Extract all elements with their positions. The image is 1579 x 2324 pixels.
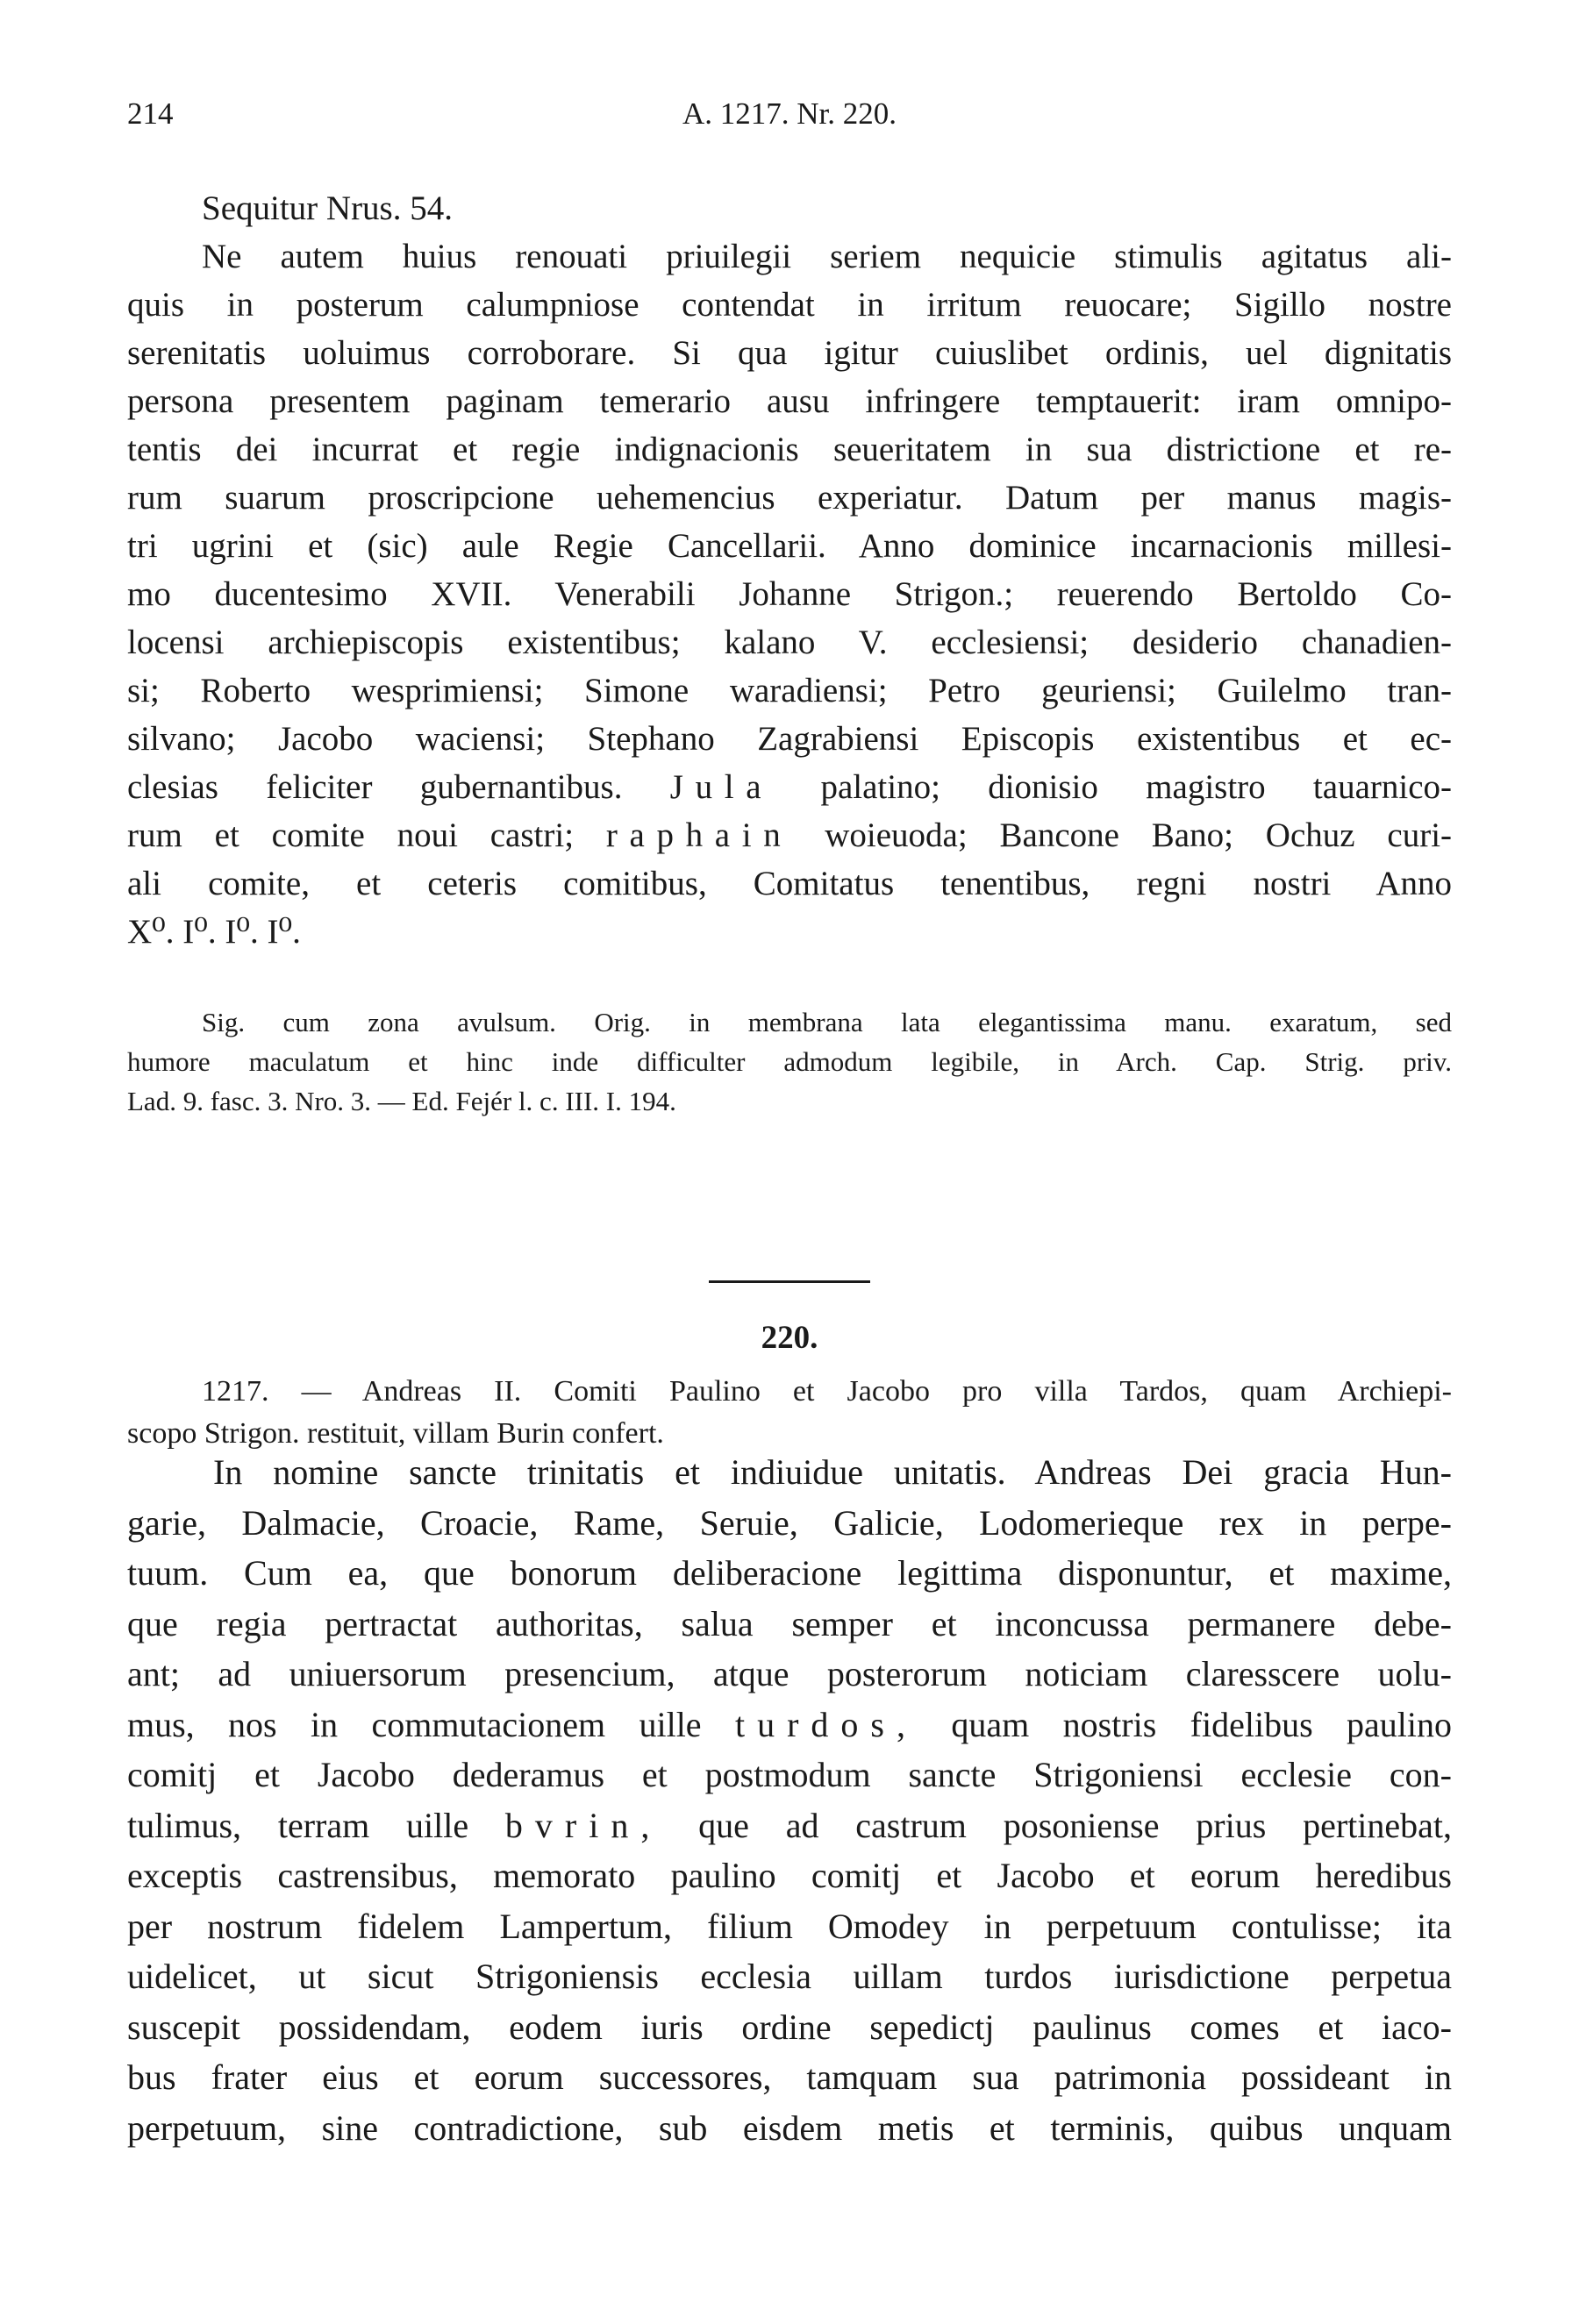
spaced-name: turdos,: [734, 1704, 918, 1744]
text-line: Ne autem huius renouati priuilegii seriem nequicie stimulis agitatus ali-: [202, 238, 1452, 275]
charter-219-closing-text: [127, 232, 1452, 956]
text-line: mo ducentesimo XVII. Venerabili Johanne Strigon.; reuerendo Bertoldo Co-: [127, 575, 1452, 613]
text-segment: mus, nos in commutacionem uille: [127, 1704, 702, 1744]
note-line: humore maculatum et hinc inde difficulter admodum legibile, in Arch. Cap. Strig. priv.: [127, 1046, 1452, 1077]
sequitur-line: Sequitur Nrus. 54.: [202, 189, 453, 227]
charter-number: 220.: [761, 1320, 818, 1356]
text-line: uidelicet, ut sicut Strigoniensis ecclesia uillam turdos iurisdictione perpetua: [127, 1957, 1452, 1996]
text-line: [127, 763, 1452, 811]
text-line: comitj et Jacobo dederamus et postmodum sancte Strigoniensi ecclesie con-: [127, 1755, 1452, 1794]
text-line: serenitatis uoluimus corroborare. Si qua igitur cuiuslibet ordinis, uel dignitatis: [127, 334, 1452, 372]
text-line: [127, 811, 1452, 859]
text-line: ant; ad uniuersorum presencium, atque posterorum noticiam claresscere uolu-: [127, 1654, 1452, 1693]
text-line: tuum. Cum ea, que bonorum deliberacione legittima disponuntur, et maxime,: [127, 1553, 1452, 1593]
text-line: In nomine sancte trinitatis et indiuidue unitatis. Andreas Dei gracia Hun-: [213, 1452, 1452, 1492]
text-line: suscepit possidendam, eodem iuris ordine sepedictj paulinus comes et iaco-: [127, 2007, 1452, 2047]
text-line: locensi archiepiscopis existentibus; kalano V. ecclesiensi; desiderio chanadien-: [127, 624, 1452, 661]
charter-regest: [127, 1371, 1452, 1455]
text-line: que regia pertractat authoritas, salua semper et inconcussa permanere debe-: [127, 1603, 1452, 1643]
note-line: Lad. 9. fasc. 3. Nro. 3. — Ed. Fejér l. c. III. I. 194.: [127, 1086, 676, 1116]
text-line: si; Roberto wesprimiensi; Simone waradiensi; Petro geuriensi; Guilelmo tran-: [127, 672, 1452, 709]
text-line: X⁰. I⁰. I⁰. I⁰.: [127, 913, 301, 951]
text-segment: que ad castrum posoniense prius pertinebat,: [698, 1805, 1453, 1845]
regest-line: scopo Strigon. restituit, villam Burin confert.: [127, 1417, 664, 1450]
text-segment: quam nostris fidelibus paulino: [951, 1704, 1453, 1744]
section-divider: [709, 1280, 870, 1283]
page-number: 214: [127, 96, 174, 131]
spaced-name: Jula: [669, 768, 774, 806]
text-line: tentis dei incurrat et regie indignacionis seueritatem in sua districtione et re-: [127, 431, 1452, 468]
text-line: tri ugrini et (sic) aule Regie Cancellarii. Anno dominice incarnacionis millesi-: [127, 527, 1452, 565]
text-segment: clesias feliciter gubernantibus.: [127, 768, 623, 806]
regest-line: 1217. — Andreas II. Comiti Paulino et Jacobo pro villa Tardos, quam Archiepi-: [202, 1375, 1452, 1408]
text-segment: rum et comite noui castri;: [127, 816, 575, 854]
editorial-note: [127, 1002, 1452, 1121]
text-line: [127, 1700, 1452, 1750]
text-line: exceptis castrensibus, memorato paulino comitj et Jacobo et eorum heredibus: [127, 1856, 1452, 1895]
text-line: bus frater eius et eorum successores, tamquam sua patrimonia possideant in: [127, 2057, 1452, 2097]
text-segment: woieuoda; Bancone Bano; Ochuz curi-: [825, 816, 1453, 854]
text-line: persona presentem paginam temerario ausu infringere temptauerit: iram omnipo-: [127, 382, 1452, 420]
text-line: garie, Dalmacie, Croacie, Rame, Seruie, Galicie, Lodomerieque rex in perpe-: [127, 1502, 1452, 1543]
text-segment: tulimus, terram uille: [127, 1805, 469, 1845]
note-line: Sig. cum zona avulsum. Orig. in membrana lata elegantissima manu. exaratum, sed: [202, 1007, 1452, 1037]
text-line: per nostrum fidelem Lampertum, filium Omodey in perpetuum contulisse; ita: [127, 1906, 1452, 1946]
text-segment: palatino; dionisio magistro tauarnico-: [820, 768, 1453, 806]
running-header: [127, 96, 1452, 140]
text-line: silvano; Jacobo waciensi; Stephano Zagrabiensi Episcopis existentibus et ec-: [127, 720, 1452, 758]
text-line: ali comite, et ceteris comitibus, Comitatus tenentibus, regni nostri Anno: [127, 865, 1452, 902]
spaced-name: raphain: [605, 816, 793, 854]
text-line: perpetuum, sine contradictione, sub eisdem metis et terminis, quibus unquam: [127, 2107, 1452, 2148]
charter-220-text: [127, 1447, 1452, 2153]
spaced-name: bvrin,: [504, 1805, 662, 1845]
text-line: quis in posterum calumpniose contendat in irritum reuocare; Sigillo nostre: [127, 286, 1452, 324]
text-line: [127, 1800, 1452, 1851]
running-title: A. 1217. Nr. 220.: [682, 96, 897, 131]
text-line: rum suarum proscripcione uehemencius experiatur. Datum per manus magis-: [127, 479, 1452, 517]
